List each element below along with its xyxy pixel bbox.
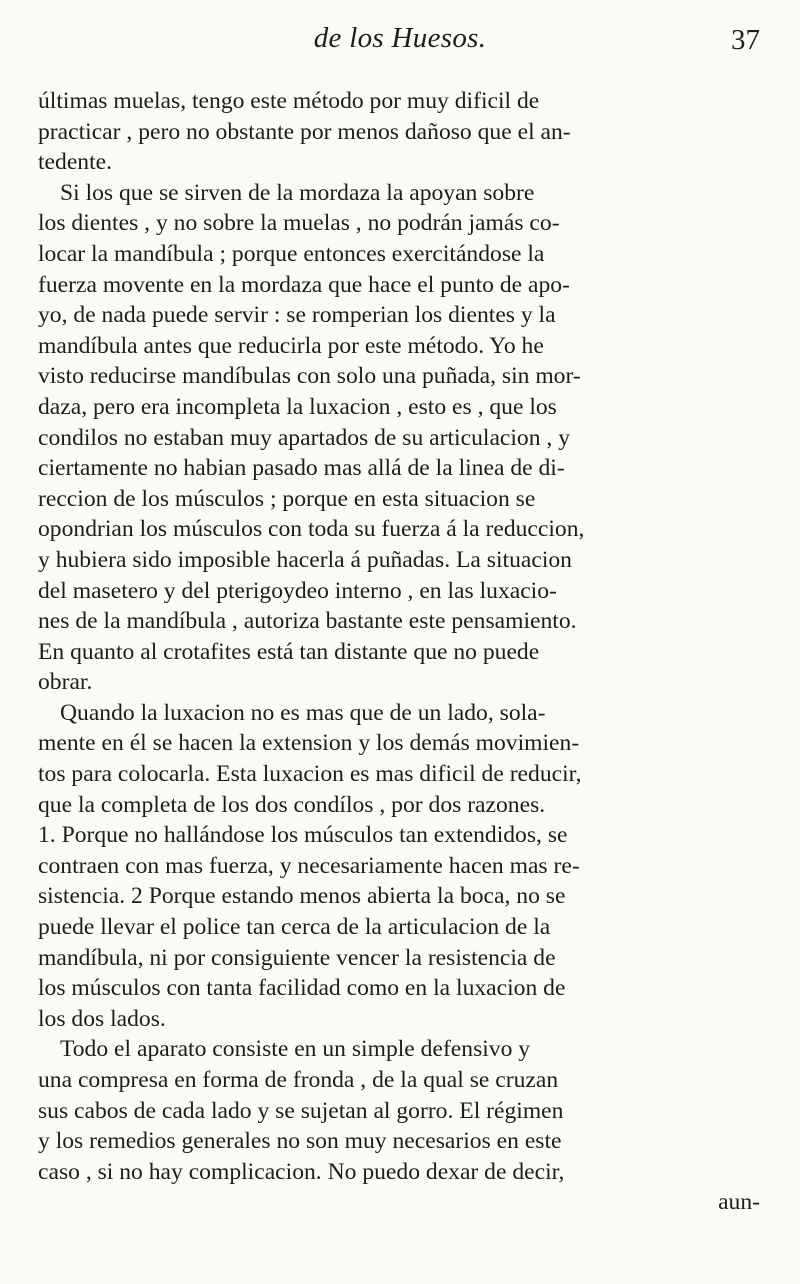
text-line: del masetero y del pterigoydeo interno , en las luxacio- [38, 577, 557, 604]
text-line: ciertamente no habian pasado mas allá de la linea de di- [38, 455, 565, 482]
text-line: Quando la luxacion no es mas que de un lado, sola- [60, 699, 546, 726]
text-line: sus cabos de cada lado y se sujetan al gorro. El régimen [38, 1097, 564, 1124]
text-line: locar la mandíbula ; porque entonces exercitándose la [38, 240, 545, 267]
text-line: mandíbula, ni por consiguiente vencer la resistencia de [38, 944, 556, 971]
page-number: 37 [731, 24, 760, 56]
text-line: sistencia. 2 Porque estando menos abierta la boca, no se [38, 883, 566, 910]
text-line: condilos no estaban muy apartados de su articulacion , y [38, 424, 571, 451]
text-line: nes de la mandíbula , autoriza bastante este pensamiento. [38, 608, 577, 635]
text-line: fuerza movente en la mordaza que hace el punto de apo- [38, 271, 570, 298]
text-line: caso , si no hay complicacion. No puedo dexar de decir, [38, 1158, 565, 1185]
text-line: 1. Porque no hallándose los músculos tan extendidos, se [38, 822, 568, 849]
text-line: En quanto al crotafites está tan distante que no puede [38, 638, 540, 665]
text-line: obrar. [38, 669, 93, 696]
paragraph-3 [38, 698, 762, 1035]
text-line: los dos lados. [38, 1005, 166, 1032]
text-line: últimas muelas, tengo este método por muy dificil de [38, 88, 540, 114]
text-line: mandíbula antes que reducirla por este método. Yo he [38, 332, 544, 359]
text-line: y hubiera sido imposible hacerla á puñadas. La situacion [38, 546, 572, 573]
text-line: opondrian los músculos con toda su fuerza á la reduccion, [38, 516, 585, 543]
text-line: practicar , pero no obstante por menos dañoso que el an- [38, 118, 571, 145]
text-line: puede llevar el police tan cerca de la articulacion de la [38, 914, 551, 941]
text-line: visto reducirse mandíbulas con solo una puñada, sin mor- [38, 363, 581, 390]
text-line: una compresa en forma de fronda , de la qual se cruzan [38, 1067, 559, 1093]
text-line: tedente. [38, 149, 113, 176]
running-head [0, 22, 800, 62]
text-line: contraen con mas fuerza, y necesariamente hacen mas re- [38, 852, 580, 879]
text-line: reccion de los músculos ; porque en esta situacion se [38, 485, 536, 512]
paragraph-1 [38, 86, 762, 178]
text-line: daza, pero era incompleta la luxacion , esto es , que los [38, 393, 557, 420]
text-line: tos para colocarla. Esta luxacion es mas dificil de reducir, [38, 761, 582, 788]
text-line: yo, de nada puede servir : se romperian los dientes y la [38, 302, 556, 329]
body-text [38, 86, 762, 1218]
text-line: los músculos con tanta facilidad como en la luxacion de [38, 975, 566, 1002]
running-title: de los Huesos. [313, 22, 487, 54]
paragraph-4 [38, 1034, 762, 1218]
text-line: Si los que se sirven de la mordaza la apoyan sobre [60, 179, 535, 206]
text-line: los dientes , y no sobre la muelas , no podrán jamás co- [38, 210, 560, 237]
catchword: aun- [718, 1189, 760, 1216]
text-line: mente en él se hacen la extension y los demás movimien- [38, 730, 580, 757]
text-line: y los remedios generales no son muy necesarios en este [38, 1128, 562, 1155]
text-line: Todo el aparato consiste en un simple defensivo y [60, 1036, 531, 1063]
text-line: que la completa de los dos condílos , por dos razones. [38, 791, 546, 818]
paragraph-2 [38, 178, 762, 698]
